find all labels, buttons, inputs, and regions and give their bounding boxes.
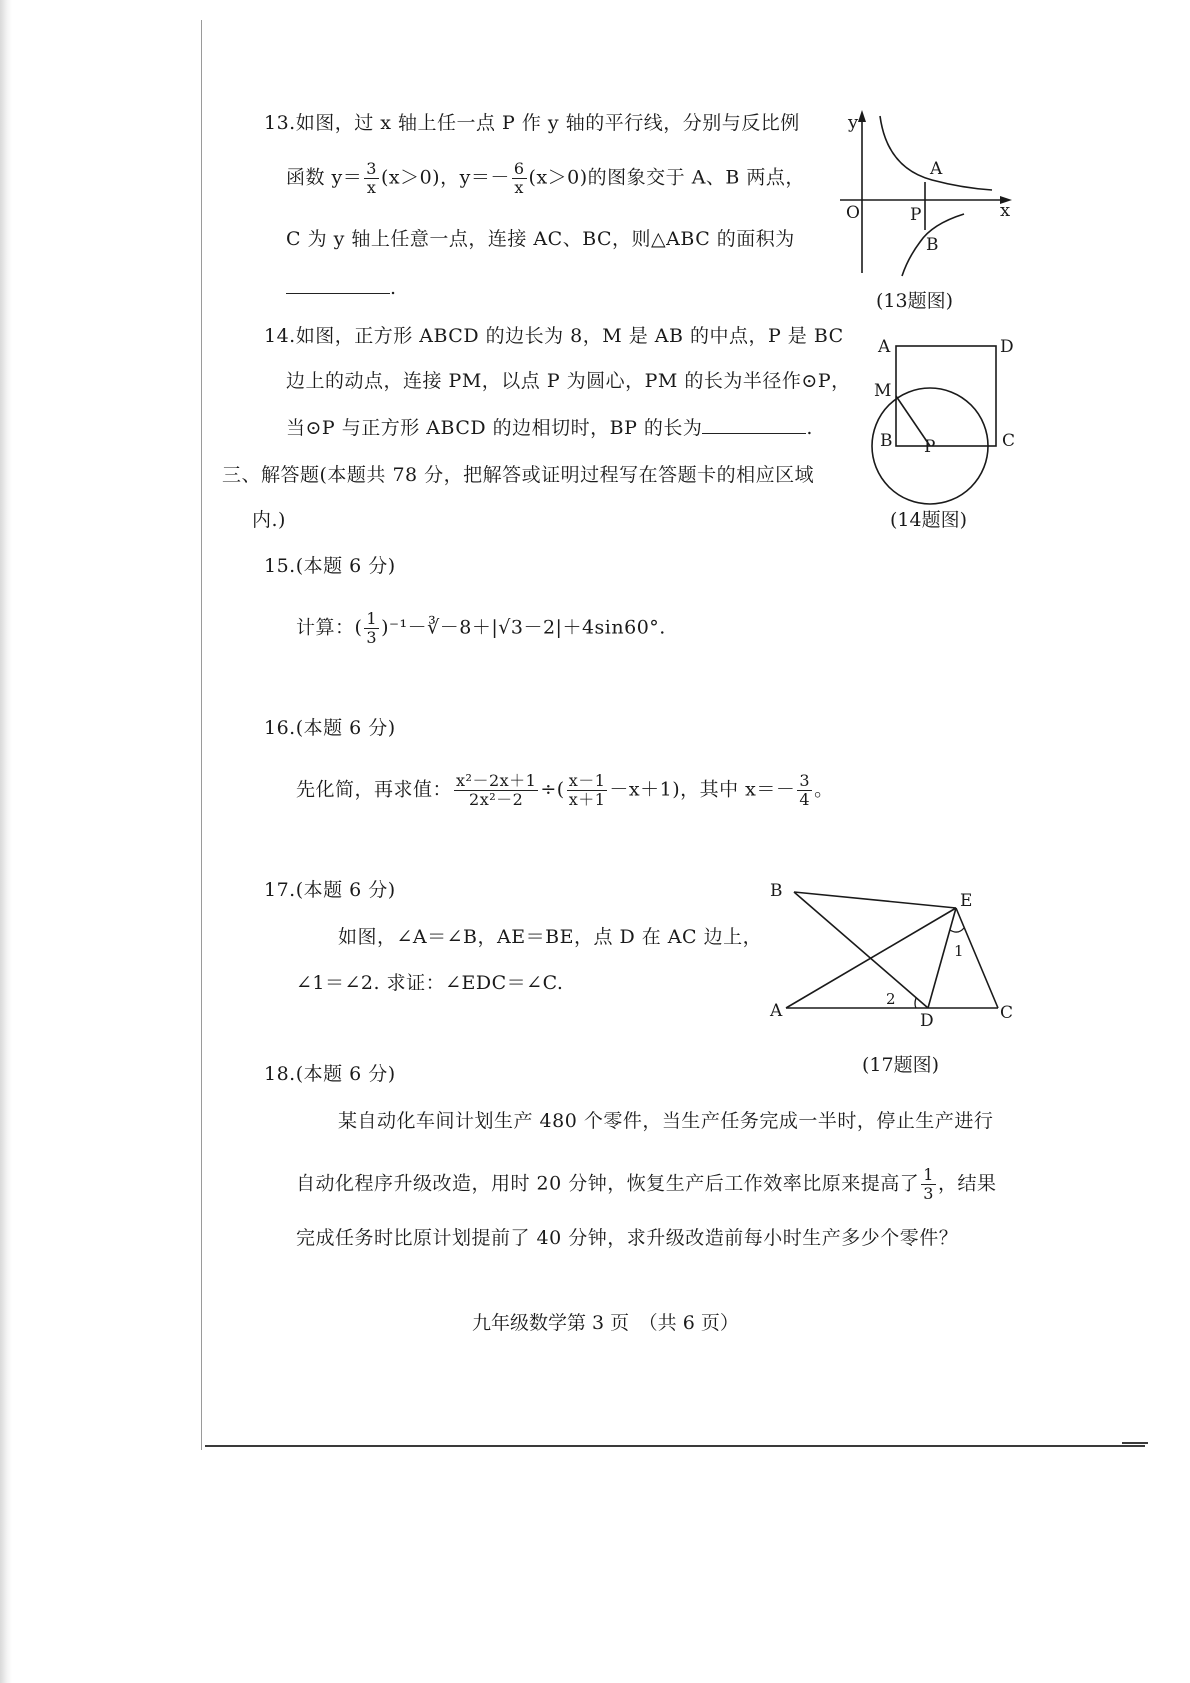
q13-figure-caption: (13题图): [876, 290, 954, 312]
q14-line3-end: .: [806, 417, 813, 439]
q17-figure-caption: (17题图): [862, 1054, 940, 1076]
q17-label-c: C: [1000, 1003, 1014, 1023]
q13-y-arrow: [858, 110, 866, 122]
q14-square: [896, 346, 996, 446]
q17-line1: 如图，∠A＝∠B，AE＝BE，点 D 在 AC 边上，: [338, 926, 763, 948]
q16-f2-num: x－1: [568, 771, 606, 790]
q16-f3-den: 4: [799, 790, 811, 809]
q14-label-p: P: [924, 437, 936, 457]
q14-line3: [286, 415, 813, 441]
q15-pre: 计算：(: [296, 616, 363, 639]
q18-line3: 完成任务时比原计划提前了 40 分钟，求升级改造前每小时生产多少个零件？: [296, 1227, 959, 1249]
page-footer: 九年级数学第 3 页 （共 6 页）: [472, 1312, 739, 1334]
q17-label-a: A: [770, 1001, 783, 1021]
scan-edge: [0, 0, 12, 1683]
q13-line3: C 为 y 轴上任意一点，连接 AC、BC，则△ABC 的面积为: [286, 228, 795, 250]
q16-fraction-1: [454, 772, 538, 809]
q16-pre: 先化简，再求值：: [296, 778, 453, 801]
q14-label-m: M: [874, 381, 892, 401]
q17-angle1-arc: [950, 928, 964, 932]
q17-header: 17.(本题 6 分): [264, 879, 396, 901]
q17-angle2-arc: [915, 998, 916, 1008]
q13-label-y: y: [848, 112, 859, 133]
q15-f-den: 3: [366, 628, 378, 647]
bottom-rule: [205, 1445, 1145, 1447]
q14-label-d: D: [1000, 337, 1014, 357]
q17-line-be: [794, 892, 956, 908]
q13-line4-end: .: [390, 277, 397, 299]
q15-fraction: [364, 610, 379, 647]
q13-figure: [832, 108, 1022, 278]
q18-header: 18.(本题 6 分): [264, 1063, 396, 1085]
q14-label-a: A: [878, 337, 891, 357]
q18-line1: 某自动化车间计划生产 480 个零件，当生产任务完成一半时，停止生产进行: [338, 1110, 994, 1132]
edge-tick-mark: [1122, 1442, 1148, 1444]
q17-label-1: 1: [954, 942, 964, 960]
q17-figure: [770, 880, 1020, 1030]
q16-mid2: －x＋1)，其中 x＝－: [609, 778, 796, 801]
q18-line2-end: ，结果: [937, 1172, 997, 1195]
q16-mid1: ÷(: [540, 778, 565, 801]
q13-line4: [286, 275, 397, 301]
q17-label-b: B: [770, 881, 783, 901]
q13-answer-blank[interactable]: [286, 293, 390, 294]
q13-label-b: B: [926, 235, 939, 255]
q14-label-c: C: [1002, 431, 1016, 451]
q14-label-b: B: [880, 431, 893, 451]
q14-answer-blank[interactable]: [702, 433, 806, 434]
section3-line2: 内.): [252, 509, 286, 531]
q14-line3-pre: 当⊙P 与正方形 ABCD 的边相切时，BP 的长为: [286, 417, 703, 439]
q16-header: 16.(本题 6 分): [264, 717, 396, 739]
q17-label-e: E: [960, 891, 973, 911]
q13-label-p: P: [910, 205, 922, 225]
q17-label-d: D: [920, 1011, 934, 1031]
q18-f-num: 1: [923, 1165, 934, 1184]
q16-f2-den: x＋1: [568, 790, 606, 809]
section3-line1: 三、解答题(本题共 78 分，把解答或证明过程写在答题卡的相应区域: [222, 464, 815, 486]
q14-line2: 边上的动点，连接 PM，以点 P 为圆心，PM 的长为半径作⊙P，: [286, 370, 851, 392]
q13-l2-pre: 函数 y＝: [286, 166, 363, 189]
q16-expression: [296, 772, 834, 809]
q13-label-a: A: [930, 159, 943, 179]
q13-label-o: O: [846, 203, 860, 223]
q16-end: 。: [814, 778, 834, 801]
q15-expression: [296, 610, 666, 647]
q13-f1-num: 3: [366, 159, 377, 178]
q13-line1: 13.如图，过 x 轴上任一点 P 作 y 轴的平行线，分别与反比例: [264, 112, 800, 134]
q13-fraction-2: [512, 160, 527, 197]
q13-l2-mid1: (x＞0)，y＝－: [380, 166, 510, 189]
q17-line-ae: [786, 908, 956, 1008]
q13-f2-num: 6: [513, 159, 525, 178]
q13-f2-den: x: [514, 178, 524, 197]
q14-figure: [868, 334, 1028, 504]
q16-fraction-3: [797, 772, 812, 809]
q18-fraction: [921, 1166, 936, 1203]
q13-f1-den: x: [366, 178, 377, 197]
q15-f-num: 1: [366, 609, 378, 628]
q14-line1: 14.如图，正方形 ABCD 的边长为 8，M 是 AB 的中点，P 是 BC: [264, 325, 844, 347]
q16-f3-num: 3: [799, 771, 811, 790]
q17-line2: ∠1＝∠2. 求证：∠EDC＝∠C.: [296, 972, 564, 994]
q18-line2-pre: 自动化程序升级改造，用时 20 分钟，恢复生产后工作效率比原来提高了: [296, 1172, 920, 1195]
q13-label-x: x: [1000, 200, 1011, 221]
fold-line: [201, 20, 202, 1450]
q16-f1-den: 2x²－2: [469, 790, 524, 809]
q18-f-den: 3: [923, 1184, 934, 1203]
q15-post: )⁻¹－∛－8＋|√3－2|＋4sin60°.: [381, 616, 666, 639]
q18-line2: [296, 1166, 996, 1203]
q13-fraction-1: [364, 160, 379, 197]
q14-figure-caption: (14题图): [890, 509, 968, 531]
q16-f1-num: x²－2x＋1: [456, 771, 537, 790]
q17-label-2: 2: [886, 990, 896, 1008]
q16-fraction-2: [567, 772, 608, 809]
q15-header: 15.(本题 6 分): [264, 555, 396, 577]
q17-line-ed: [928, 908, 956, 1008]
q13-line2: [286, 160, 805, 197]
q13-l2-mid2: (x＞0)的图象交于 A、B 两点，: [528, 166, 805, 189]
